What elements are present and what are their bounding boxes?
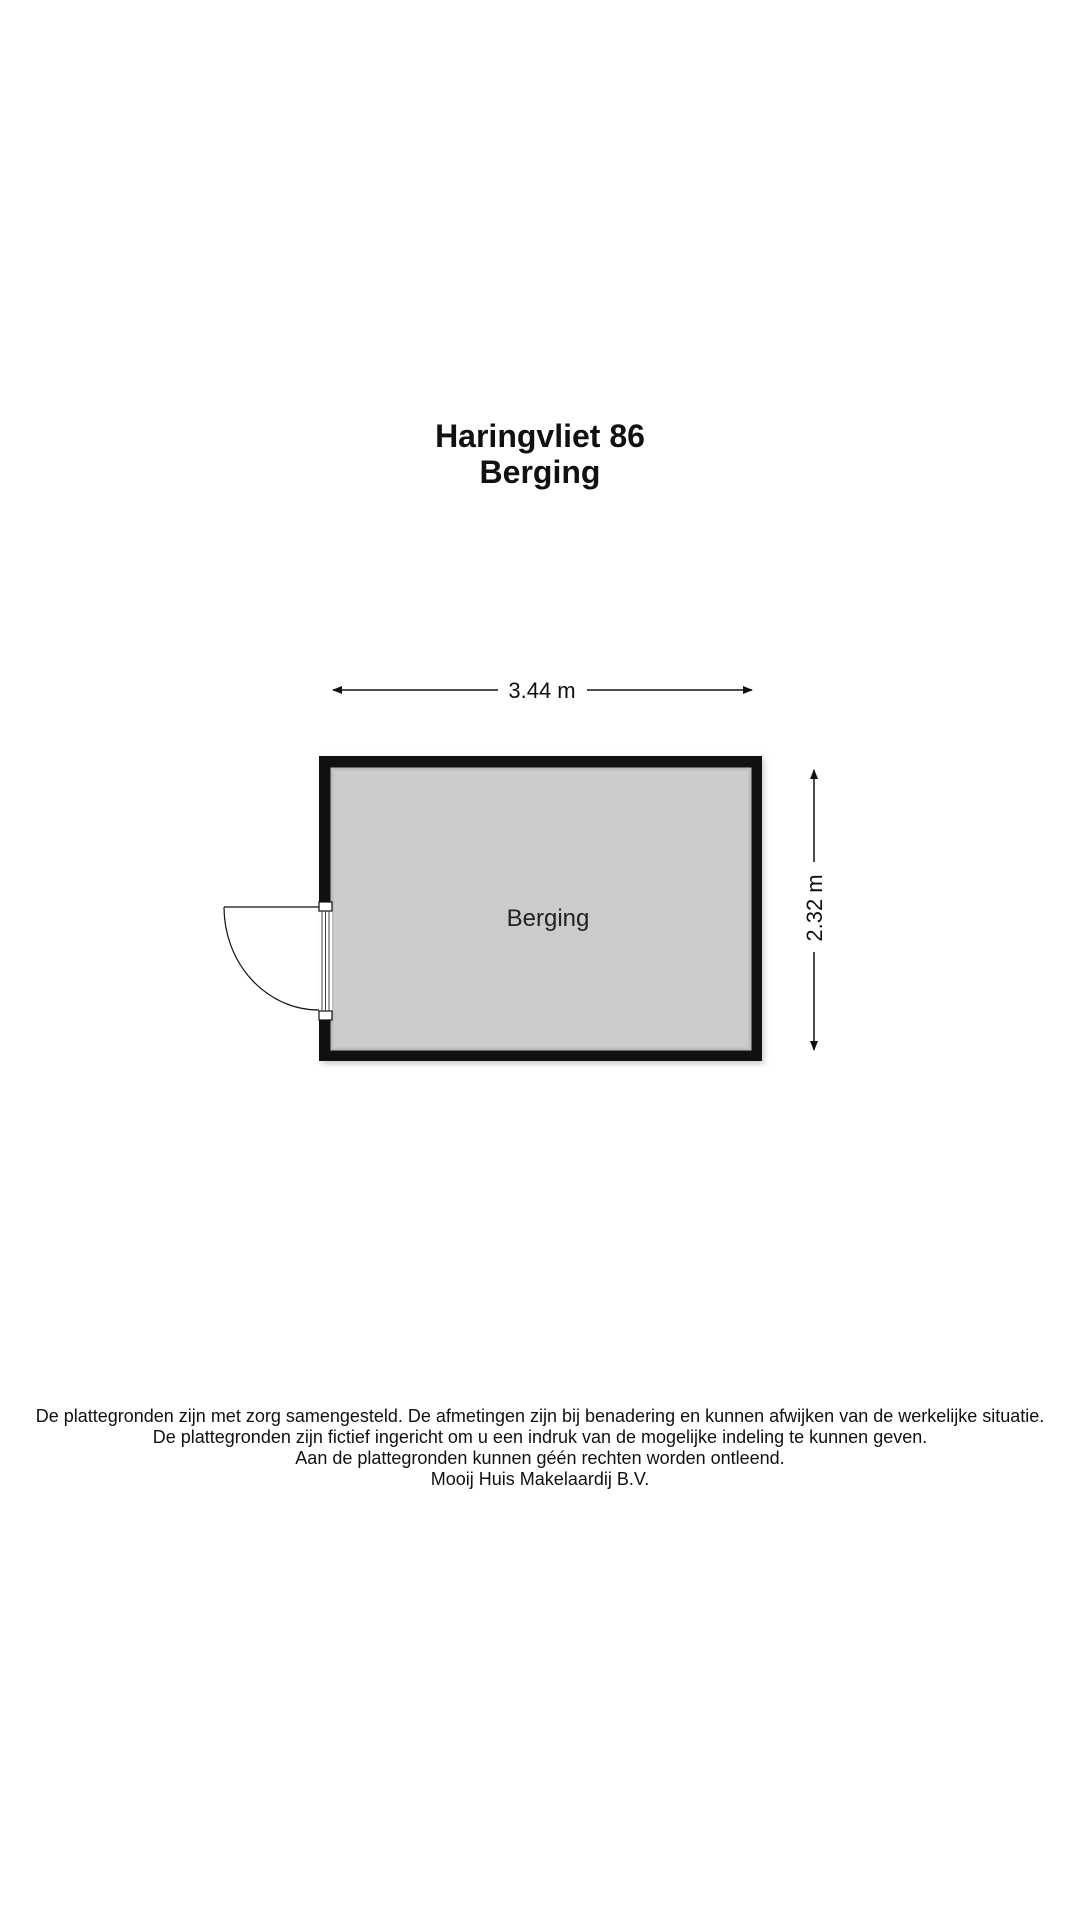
door bbox=[224, 902, 332, 1020]
disclaimer-line-4: Mooij Huis Makelaardij B.V. bbox=[430, 1469, 650, 1489]
page-title: Haringvliet 86 bbox=[435, 418, 645, 454]
door-frame-top bbox=[319, 902, 332, 911]
door-swing-arc bbox=[224, 907, 319, 1010]
width-dimension bbox=[333, 678, 752, 703]
width-dimension-label: 3.44 m bbox=[508, 678, 576, 703]
height-dimension-label: 2.32 m bbox=[802, 874, 827, 942]
door-frame-bottom bbox=[319, 1011, 332, 1020]
disclaimer-line-1: De plattegronden zijn met zorg samengesteld. De afmetingen zijn bij benadering en kunnen afwijken van de werkelijke situatie. bbox=[35, 1406, 1045, 1426]
disclaimer-line-3: Aan de plattegronden kunnen géén rechten worden ontleend. bbox=[295, 1448, 785, 1468]
disclaimer bbox=[0, 1406, 1080, 1490]
room-label: Berging bbox=[506, 905, 590, 932]
page-subtitle: Berging bbox=[479, 454, 601, 490]
height-dimension bbox=[802, 770, 827, 1050]
room-berging bbox=[319, 756, 764, 1064]
disclaimer-line-2: De plattegronden zijn fictief ingericht om u een indruk van de mogelijke indeling te kunnen geven. bbox=[152, 1427, 928, 1447]
